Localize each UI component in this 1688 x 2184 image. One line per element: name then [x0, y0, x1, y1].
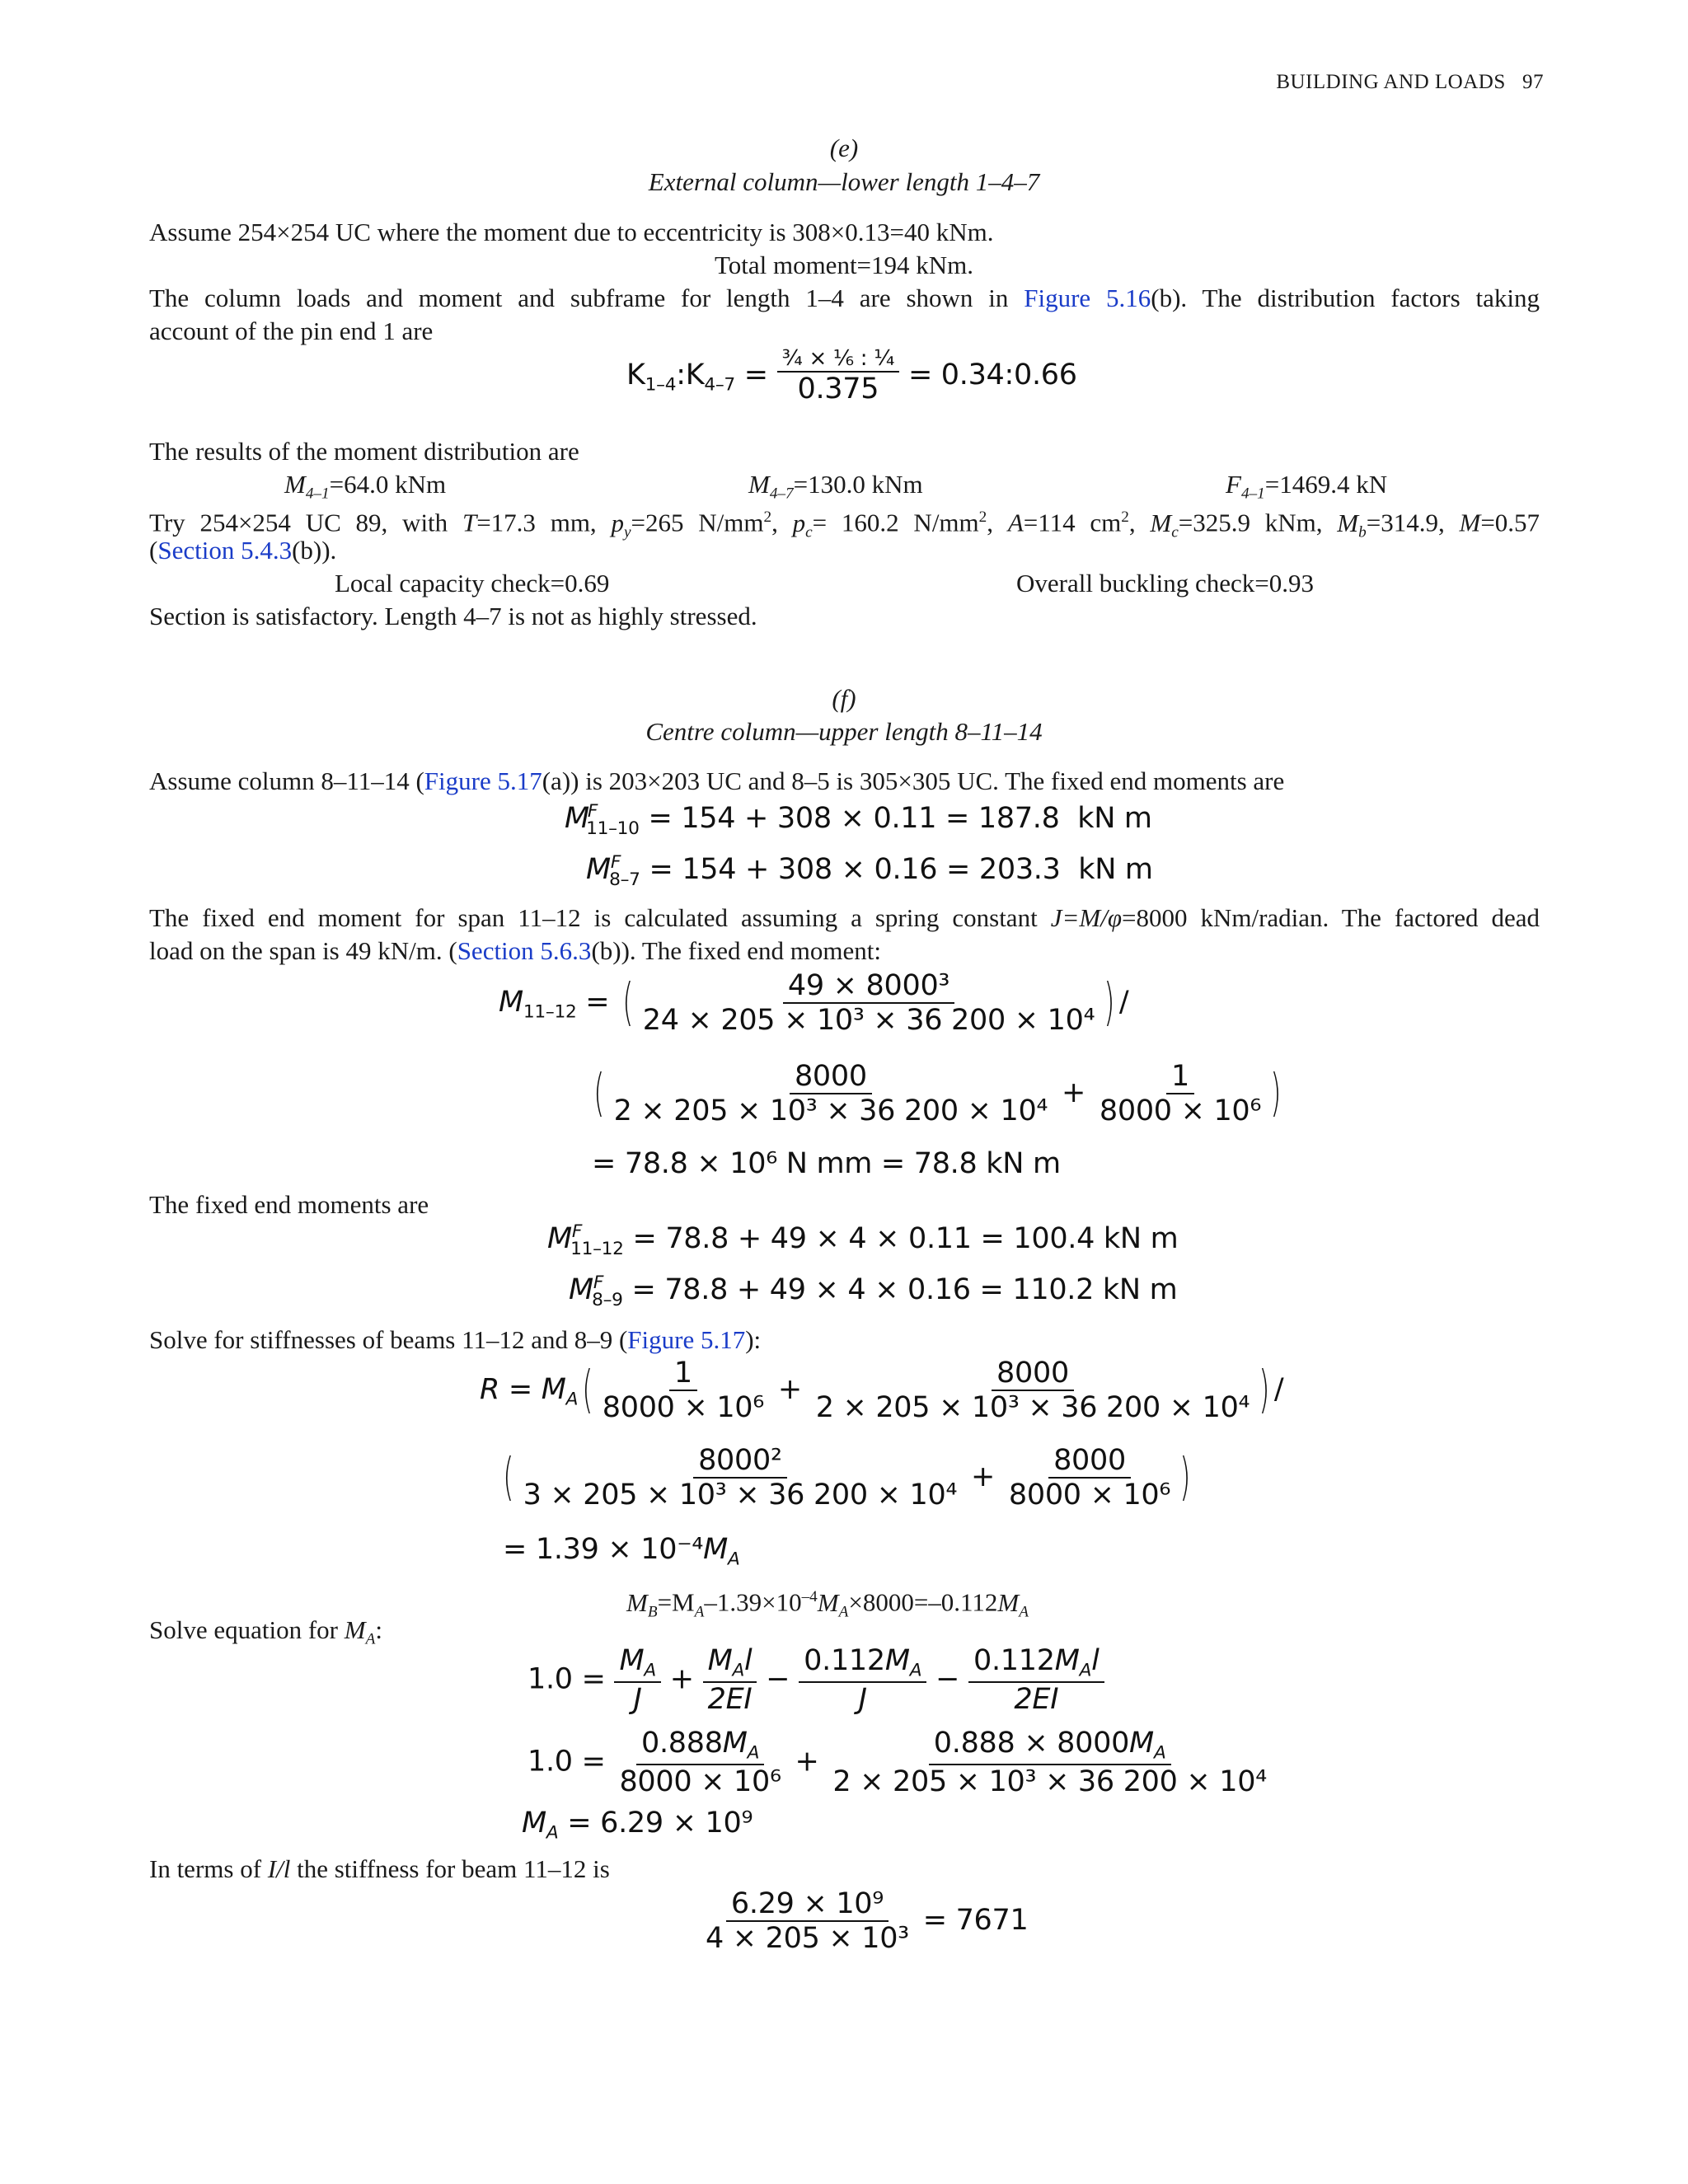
try-section-paragraph: Try 254×254 UC 89, with T=17.3 mm, $p_y=265$ $N/mm^2$, $p_c= 160.2$ $N/mm^2$, A=114 $cm^2$, $M_c=325.9$ kNm, $M_b=314.9$, M=0.57: [149, 508, 1540, 541]
satisfactory-text: Section is satisfactory. Length 4–7 is not as highly stressed.: [149, 602, 757, 630]
moment-m41: $M_{4-1}=64.0$ kNm: [284, 470, 447, 503]
total-moment: Total moment=194 kNm.: [714, 251, 974, 279]
running-title: BUILDING AND LOADS: [1276, 71, 1506, 93]
local-capacity-check: Local capacity check=0.69: [335, 569, 610, 598]
section-e-title: External column—lower length 1–4–7: [648, 167, 1040, 196]
r-equation-line2: ( $\frac{\text{8000²}}{\text{3 × 205 × 10³ × 36 200 × 10⁴}}$ + $\frac{8000}{\text{8000 × 10⁶}}$ ): [503, 1444, 1191, 1511]
stiffness-terms-text: In terms of I/l the stiffness for beam 11–12 is: [149, 1854, 610, 1883]
ma-result: $M_A = 6.29 \times 10^9$: [522, 1807, 753, 1844]
section-ref-line: (Section 5.4.3(b)).: [149, 536, 337, 565]
stiffness-intro: Solve for stiffnesses of beams 11–12 and 8–9 (Figure 5.17):: [149, 1325, 762, 1354]
r-equation-line1: $R = M_A$( $\frac{1}{\text{8000 × 10⁶}}$ + $\frac{8000}{\text{2 × 205 × 10³ × 36 200 × 10⁴}}$ ) /: [480, 1357, 1284, 1424]
results-intro: The results of the moment distribution are: [149, 437, 579, 466]
dead-load-line: load on the span is 49 kN/m. (Section 5.6.3(b)). The fixed end moment:: [149, 936, 881, 965]
section-f-label: (f): [832, 684, 856, 713]
figure-5-17-link[interactable]: Figure 5.17: [424, 766, 542, 795]
mb-equation: $M_B=M_A-1.39\times 10^{-4}M_A\times 8000=-0.112M_A$: [626, 1587, 1029, 1621]
figure-5-16-link[interactable]: Figure 5.16: [1024, 284, 1151, 312]
centre-assume-paragraph: Assume column 8–11–14 (Figure 5.17(a)) is 203×203 UC and 8–5 is 305×305 UC. The fixed end moments are: [149, 766, 1285, 795]
spring-constant-paragraph: The fixed end moment for span 11–12 is calculated assuming a spring constant J=M/φ=8000 kNm/radian. The factored dead: [149, 903, 1540, 932]
solve-ma-text: Solve equation for $M_A$:: [149, 1615, 382, 1648]
overall-buckling-check: Overall buckling check=0.93: [1016, 569, 1314, 598]
section-e-label: (e): [829, 134, 859, 162]
fixed-end-moment-11-12-line2: ( $\frac{8000}{\text{2 × 205 × 10³ × 36 200 × 10⁴}}$ + $\frac{1}{\text{8000 × 10⁶}}$ ): [593, 1060, 1282, 1127]
force-f41: $F_{4-1}=1469.4$ kN: [1226, 470, 1388, 503]
assume-paragraph: Assume 254×254 UC where the moment due to eccentricity is 308×0.13=40 kNm.: [149, 218, 994, 246]
section-f-title: Centre column—upper length 8–11–14: [645, 717, 1043, 746]
fem-equation-11-10: $M^F_{11-10} = 154 + 308 \times 0.11 = 187.8$ kN m: [565, 801, 1152, 839]
fem-equation-8-9: $M^F_{8-9} = 78.8 + 49 \times 4 \times 0.16 = 110.2$ kN m: [569, 1272, 1178, 1310]
fixed-end-moment-result: = 78.8 × 10⁶ N mm = 78.8 kN m: [592, 1147, 1061, 1180]
r-equation-result: = $1.39 \times 10^{-4}M_A$: [503, 1533, 740, 1570]
stiffness-equation: $\frac{\text{6.29 × 10⁹}}{\text{4 × 205 × 10³}}$ = 7671: [706, 1887, 1029, 1955]
fem-equation-8-7: $M^F_{8-7} = 154 + 308 \times 0.16 = 203.3$ kN m: [586, 852, 1153, 890]
moment-m47: $M_{4-7}=130.0$ kNm: [748, 470, 923, 503]
ma-equation-2: 1.0 = $\frac{0.888M_A}{\text{8000 × 10⁶}}$ + $\frac{0.888 \times 8000M_A}{\text{2 × 205 × 10³ × 36 200 × 10⁴}}$: [528, 1727, 1267, 1798]
fixed-end-moment-11-12-line1: $M_{11-12}$ = ( $\frac{\text{49 × 8000³}}{\text{24 × 205 × 10³ × 36 200 × 10⁴}}$ ) /: [499, 969, 1129, 1037]
section-5-4-3-link[interactable]: Section 5.4.3: [157, 536, 293, 565]
figure-5-17-link-2[interactable]: Figure 5.17: [627, 1325, 746, 1354]
distribution-factor-equation: $K_{1-4}:K_{4-7}$ = ¾ × ⅙ : ¼ 0.375 = 0.34:0.66: [626, 346, 1077, 405]
column-loads-paragraph: The column loads and moment and subframe for length 1–4 are shown in Figure 5.16(b). The distribution factors taking: [149, 284, 1540, 312]
ma-equation-1: 1.0 = $\frac{M_A}{J}$ + $M_Al$ 2EI − $\frac{0.112M_A}{J}$ − $0.112M_Al$ 2EI: [528, 1644, 1104, 1716]
section-5-6-3-link[interactable]: Section 5.6.3: [457, 936, 592, 965]
fem-intro: The fixed end moments are: [149, 1190, 429, 1219]
running-header: [1276, 71, 1544, 94]
pin-end-text: account of the pin end 1 are: [149, 316, 434, 345]
page-number: 97: [1522, 71, 1544, 93]
fem-equation-11-12: $M^F_{11-12} = 78.8 + 49 \times 4 \times 0.11 = 100.4$ kN m: [547, 1221, 1179, 1259]
